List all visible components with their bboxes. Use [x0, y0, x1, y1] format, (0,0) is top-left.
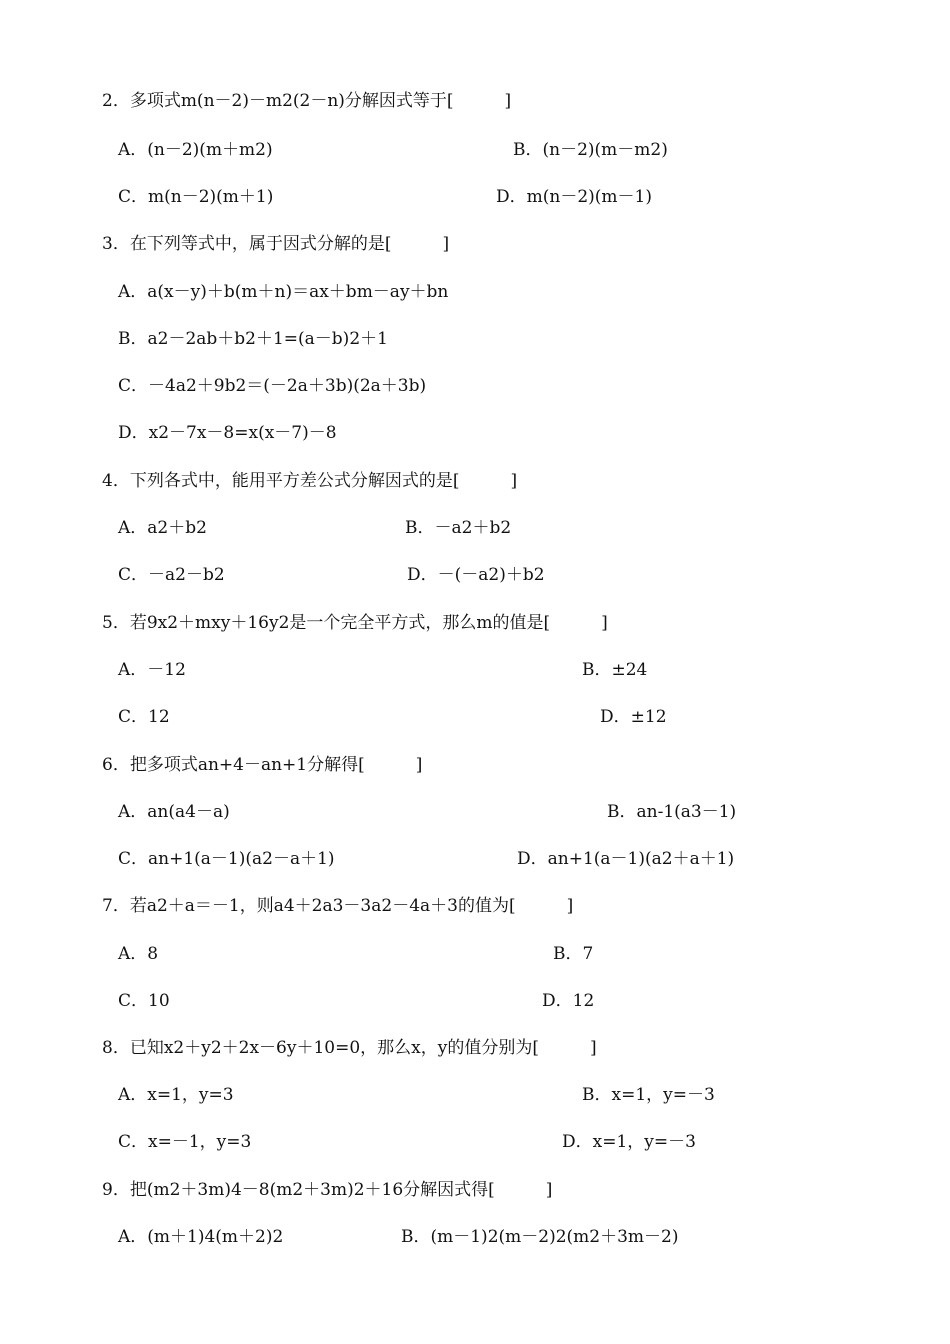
question-6-option-d: D．an+1(a－1)(a2＋a＋1) — [517, 849, 735, 869]
question-3-option-c: C．－4a2＋9b2＝(－2a＋3b)(2a＋3b) — [118, 376, 427, 396]
question-7-option-d: D．12 — [542, 991, 595, 1011]
question-8-option-c: C．x=－1，y=3 — [118, 1132, 252, 1152]
question-2-option-c: C．m(n－2)(m＋1) — [118, 187, 274, 207]
question-9-stem: 9．把(m2＋3m)4－8(m2＋3m)2＋16分解因式得[ ] — [102, 1180, 553, 1200]
question-6-stem: 6．把多项式an+4－an+1分解得[ ] — [102, 755, 423, 775]
question-4-option-c: C．－a2－b2 — [118, 565, 225, 585]
question-2-option-d: D．m(n－2)(m－1) — [496, 187, 652, 207]
question-2-stem: 2．多项式m(n－2)－m2(2－n)分解因式等于[ ] — [102, 91, 512, 111]
question-5-stem: 5．若9x2＋mxy＋16y2是一个完全平方式，那么m的值是[ ] — [102, 613, 608, 633]
question-3-option-b: B．a2－2ab＋b2＋1=(a－b)2＋1 — [118, 329, 388, 349]
question-8-option-b: B．x=1，y=－3 — [582, 1085, 715, 1105]
question-7-option-c: C．10 — [118, 991, 170, 1011]
question-3-option-d: D．x2－7x－8=x(x－7)－8 — [118, 423, 337, 443]
question-5-option-d: D．±12 — [600, 707, 667, 727]
question-2-option-b: B．(n－2)(m－m2) — [513, 140, 668, 160]
question-5-option-a: A．－12 — [118, 660, 186, 680]
question-6-option-c: C．an+1(a－1)(a2－a＋1) — [118, 849, 335, 869]
question-7-stem: 7．若a2＋a＝－1，则a4＋2a3－3a2－4a＋3的值为[ ] — [102, 896, 574, 916]
question-9-option-b: B．(m－1)2(m－2)2(m2＋3m－2) — [401, 1227, 679, 1247]
question-9-option-a: A．(m＋1)4(m＋2)2 — [118, 1227, 284, 1247]
question-2-option-a: A．(n－2)(m＋m2) — [118, 140, 273, 160]
question-5-option-c: C．12 — [118, 707, 170, 727]
question-4-option-b: B．－a2＋b2 — [405, 518, 512, 538]
question-7-option-b: B．7 — [553, 944, 594, 964]
question-4-option-a: A．a2＋b2 — [118, 518, 207, 538]
question-6-option-a: A．an(a4－a) — [118, 802, 230, 822]
question-7-option-a: A．8 — [118, 944, 159, 964]
question-3-option-a: A．a(x－y)＋b(m＋n)＝ax＋bm－ay＋bn — [118, 282, 449, 302]
question-8-option-d: D．x=1，y=－3 — [562, 1132, 696, 1152]
question-8-stem: 8．已知x2＋y2＋2x－6y＋10=0，那么x，y的值分别为[ ] — [102, 1038, 597, 1058]
question-3-stem: 3．在下列等式中，属于因式分解的是[ ] — [102, 234, 450, 254]
question-6-option-b: B．an-1(a3－1) — [607, 802, 737, 822]
question-4-stem: 4．下列各式中，能用平方差公式分解因式的是[ ] — [102, 471, 518, 491]
question-8-option-a: A．x=1，y=3 — [118, 1085, 234, 1105]
question-5-option-b: B．±24 — [582, 660, 648, 680]
question-4-option-d: D．－(－a2)＋b2 — [407, 565, 545, 585]
